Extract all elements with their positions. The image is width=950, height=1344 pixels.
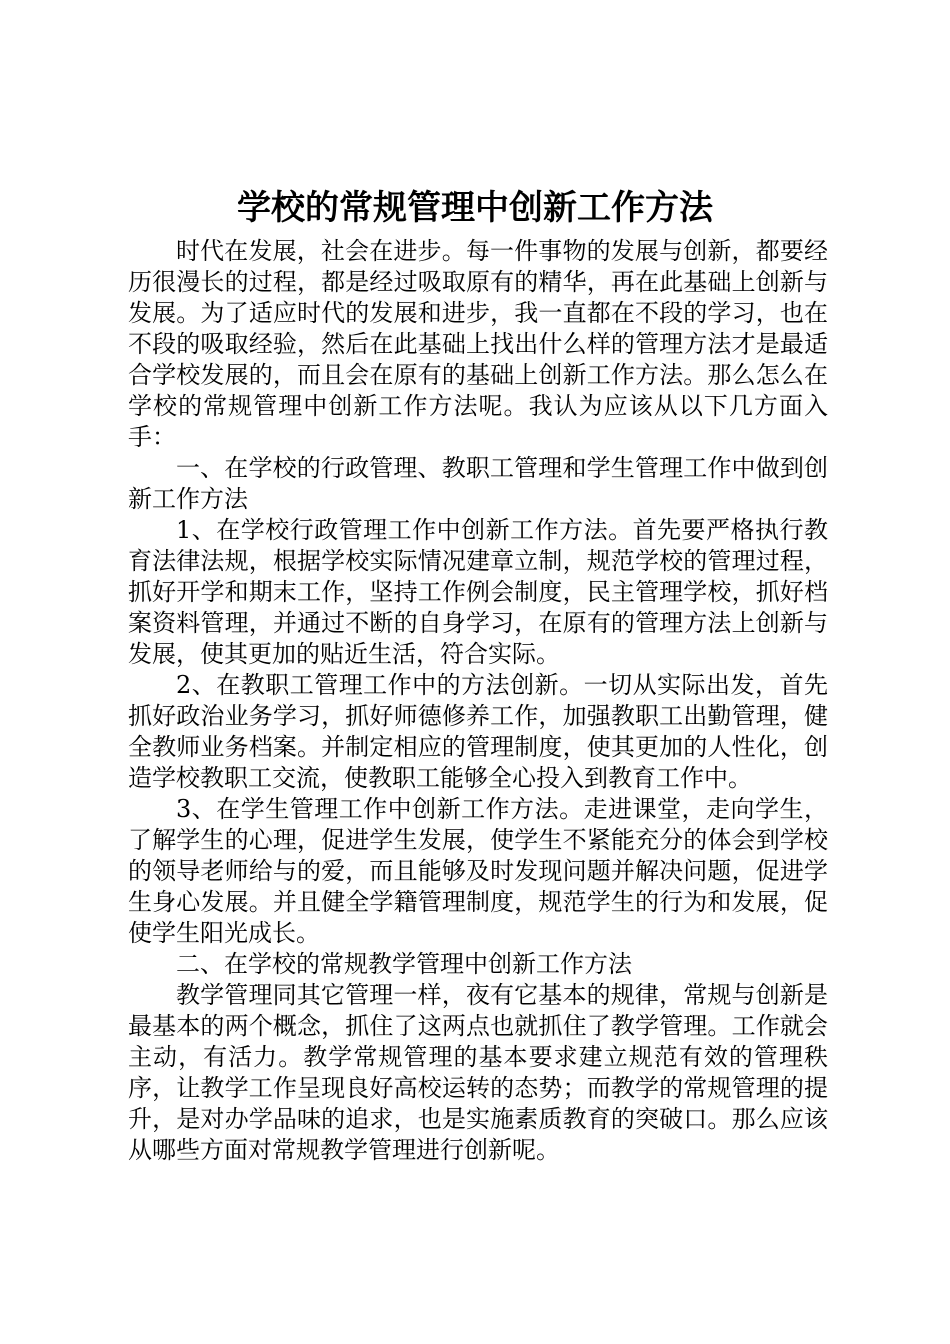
paragraph-student-management: 3、在学生管理工作中创新工作方法。走进课堂，走向学生，了解学生的心理，促进学生发展，使学生不紧能充分的体会到学校的领导老师给与的爱，而且能够及时发现问题并解决问题，促进学生身心发展。并且健全学籍管理制度，规范学生的行为和发展，促使学生阳光成长。 [128, 795, 828, 947]
paragraph-staff-management: 2、在教职工管理工作中的方法创新。一切从实际出发，首先抓好政治业务学习，抓好师德修养工作，加强教职工出勤管理，健全教师业务档案。并制定相应的管理制度，使其更加的人性化，创造学校教职工交流，使教职工能够全心投入到教育工作中。 [128, 671, 828, 792]
document-title: 学校的常规管理中创新工作方法 [237, 188, 713, 228]
section-heading-2: 二、在学校的常规教学管理中创新工作方法 [176, 950, 632, 978]
document-body [128, 236, 828, 1166]
paragraph-intro: 时代在发展，社会在进步。每一件事物的发展与创新，都要经历很漫长的过程，都是经过吸取原有的精华，再在此基础上创新与发展。为了适应时代的发展和进步，我一直都在不段的学习，也在不段的吸取经验，然后在此基础上找出什么样的管理方法才是最适合学校发展的，而且会在原有的基础上创新工作方法。那么怎么在学校的常规管理中创新工作方法呢。我认为应该从以下几方面入手： [128, 237, 828, 451]
section-heading-1: 一、在学校的行政管理、教职工管理和学生管理工作中做到创新工作方法 [128, 454, 828, 513]
paragraph-admin-management: 1、在学校行政管理工作中创新工作方法。首先要严格执行教育法律法规，根据学校实际情况建章立制，规范学校的管理过程，抓好开学和期末工作，坚持工作例会制度，民主管理学校，抓好档案资料管理，并通过不断的自身学习，在原有的管理方法上创新与发展，使其更加的贴近生活，符合实际。 [128, 516, 828, 668]
paragraph-teaching-management: 教学管理同其它管理一样，夜有它基本的规律，常规与创新是最基本的两个概念，抓住了这两点也就抓住了教学管理。工作就会主动，有活力。教学常规管理的基本要求建立规范有效的管理秩序，让教学工作呈现良好高校运转的态势；而教学的常规管理的提升，是对办学品味的追求，也是实施素质教育的突破口。那么应该从哪些方面对常规教学管理进行创新呢。 [128, 981, 828, 1164]
